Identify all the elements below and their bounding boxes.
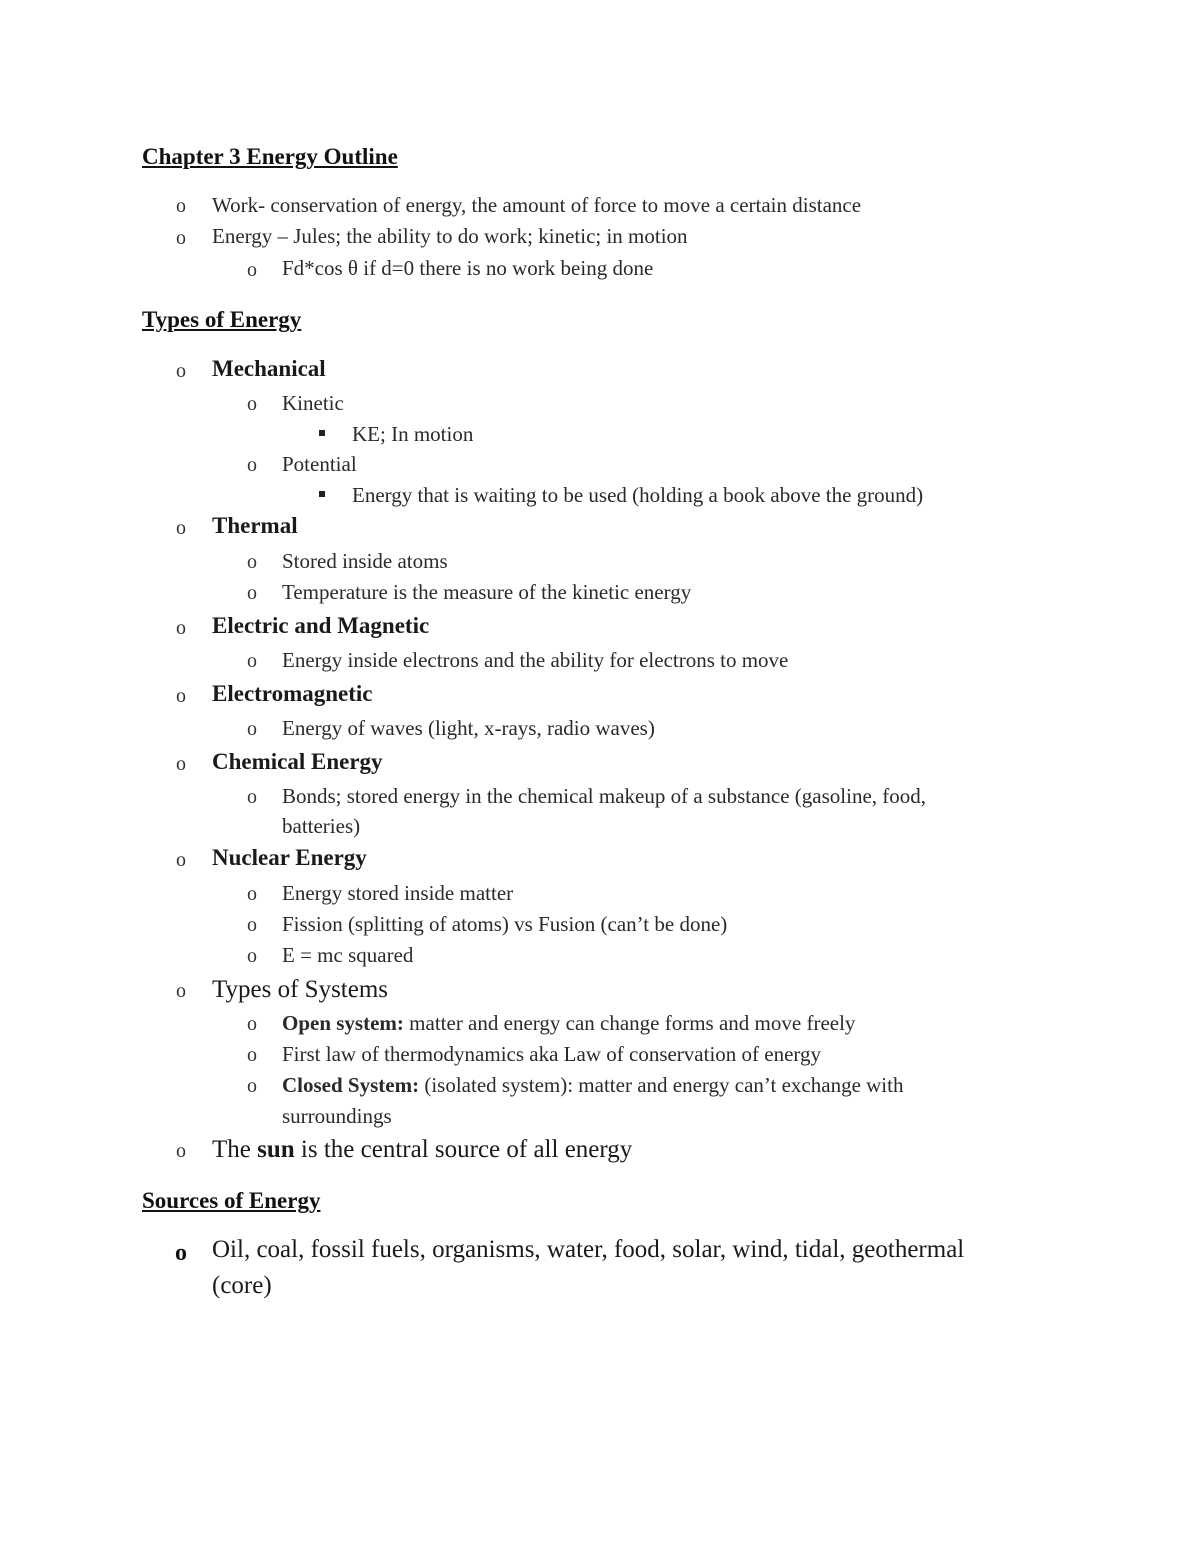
sources-line2: (core)	[212, 1272, 272, 1299]
closed-system-line2: surroundings	[282, 1104, 392, 1128]
bullet-circle-icon: o	[247, 1013, 257, 1035]
kinetic-detail: KE; In motion	[352, 422, 474, 446]
bullet-circle-icon: o	[247, 1044, 257, 1066]
chemical-line2: batteries)	[282, 814, 361, 838]
open-system-term: Open system:	[282, 1011, 404, 1035]
electric-item: Energy inside electrons and the ability for electrons to move	[282, 648, 789, 672]
bullet-circle-icon: o	[247, 914, 257, 936]
bullet-circle-icon: o	[176, 849, 186, 871]
bullet-circle-icon: o	[176, 1140, 186, 1162]
nuclear-item: Fission (splitting of atoms) vs Fusion (can’t be done)	[282, 912, 728, 936]
bullet-circle-icon: o	[247, 718, 257, 740]
closed-system-desc: (isolated system): matter and energy can’t exchange with	[419, 1073, 904, 1097]
sources-heading: Sources of Energy	[142, 1188, 321, 1213]
bullet-circle-icon: o	[247, 945, 257, 967]
bullet-circle-icon: o	[247, 883, 257, 905]
bullet-circle-icon: o	[247, 582, 257, 604]
bullet-circle-icon: o	[176, 685, 186, 707]
electromagnetic-label: Electromagnetic	[212, 681, 373, 706]
bullet-circle-icon: o	[247, 393, 257, 415]
thermal-label: Thermal	[212, 513, 298, 538]
sun-pre: The	[212, 1136, 258, 1163]
bullet-circle-icon: o	[176, 753, 186, 775]
thermal-item: Temperature is the measure of the kinetic energy	[282, 580, 692, 604]
bullet-circle-icon: o	[247, 1075, 257, 1097]
closed-system-item	[282, 1073, 903, 1098]
bullet-circle-icon: o	[175, 1240, 187, 1266]
bullet-circle-icon: o	[247, 454, 257, 476]
bullet-circle-icon: o	[247, 551, 257, 573]
bullet-circle-icon: o	[176, 360, 186, 382]
sun-statement	[212, 1136, 632, 1164]
bullet-circle-icon: o	[176, 980, 186, 1002]
open-system-desc: matter and energy can change forms and move freely	[403, 1011, 856, 1035]
mechanical-label: Mechanical	[212, 356, 326, 381]
potential-label: Potential	[282, 452, 357, 476]
intro-work: Work- conservation of energy, the amount of force to move a certain distance	[212, 193, 862, 217]
systems-label: Types of Systems	[212, 976, 389, 1003]
nuclear-item: E = mc squared	[282, 943, 414, 967]
bullet-circle-icon: o	[176, 227, 186, 249]
kinetic-label: Kinetic	[282, 391, 344, 415]
nuclear-item: Energy stored inside matter	[282, 881, 514, 905]
page-title: Chapter 3 Energy Outline	[142, 144, 398, 169]
first-law-item: First law of thermodynamics aka Law of conservation of energy	[282, 1042, 822, 1066]
thermal-item: Stored inside atoms	[282, 549, 448, 573]
bullet-circle-icon: o	[247, 786, 257, 808]
bullet-circle-icon: o	[247, 259, 257, 281]
sources-line1: Oil, coal, fossil fuels, organisms, water, food, solar, wind, tidal, geothermal	[212, 1236, 965, 1263]
square-bullet-icon	[319, 430, 325, 436]
closed-system-term: Closed System:	[282, 1073, 420, 1097]
nuclear-label: Nuclear Energy	[212, 845, 367, 870]
bullet-circle-icon: o	[176, 195, 186, 217]
bullet-circle-icon: o	[247, 650, 257, 672]
electromagnetic-item: Energy of waves (light, x-rays, radio waves)	[282, 716, 655, 740]
open-system-item	[282, 1011, 855, 1036]
sun-post: is the central source of all energy	[294, 1136, 633, 1163]
square-bullet-icon	[319, 491, 325, 497]
intro-energy: Energy – Jules; the ability to do work; kinetic; in motion	[212, 224, 688, 248]
bullet-circle-icon: o	[176, 517, 186, 539]
sun-term: sun	[257, 1136, 295, 1163]
electric-label: Electric and Magnetic	[212, 613, 430, 638]
intro-formula: Fd*cos θ if d=0 there is no work being done	[282, 256, 654, 280]
potential-detail: Energy that is waiting to be used (holding a book above the ground)	[352, 483, 924, 507]
chemical-line1: Bonds; stored energy in the chemical makeup of a substance (gasoline, food,	[282, 784, 927, 808]
chemical-label: Chemical Energy	[212, 749, 383, 774]
types-heading: Types of Energy	[142, 307, 302, 332]
bullet-circle-icon: o	[176, 617, 186, 639]
